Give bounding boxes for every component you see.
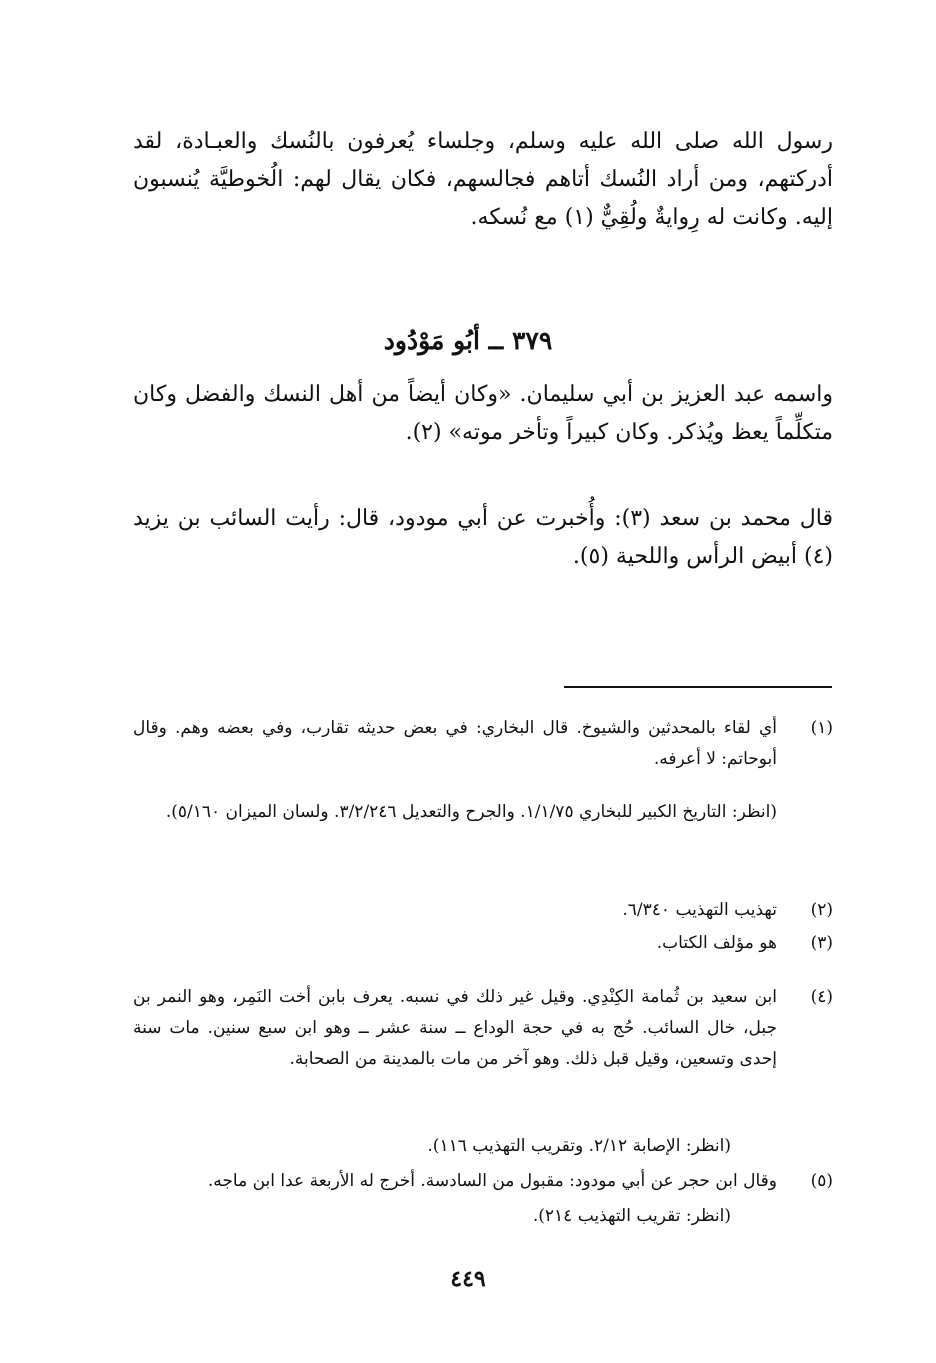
entry-title: ٣٧٩ ــ أبُو مَوْدُود bbox=[383, 326, 553, 355]
page-number: ٤٤٩ bbox=[450, 1266, 486, 1292]
footnote-divider bbox=[564, 686, 832, 688]
footnote-number: (١) bbox=[810, 718, 833, 738]
footnote-text: أي لقاء بالمحدثين والشيوخ. قال البخاري: في بعض حديثه تقارب، وفي بعضه وهم. وقال أبوحاتم: لا أعرفه. bbox=[133, 718, 777, 769]
footnote-text: تهذيب التهذيب ٦/٣٤٠. bbox=[622, 900, 777, 920]
footnote-4 bbox=[133, 982, 833, 1075]
footnote-1 bbox=[133, 713, 833, 775]
footnote-text: وقال ابن حجر عن أبي مودود: مقبول من السادسة. أخرج له الأربعة عدا ابن ماجه. bbox=[207, 1171, 777, 1191]
continuation-paragraph: رسول الله صلى الله عليه وسلم، وجلساء يُعرفون بالنُسك والعبـادة، لقد أدركتهم، ومن أراد النُسك أتاهم فجالسهم، فكان يقال لهم: الُخوطيَّة يُنسبون إليه. وكانت له رِوايةٌ ولُقِيٌّ (١) مع نُسكه. bbox=[133, 129, 833, 230]
footnote-number: (٢) bbox=[810, 900, 833, 920]
footnote-text: هو مؤلف الكتاب. bbox=[656, 933, 777, 953]
footnote-1-reference: (انظر: التاريخ الكبير للبخاري ١/١/٧٥. والجرح والتعديل ٣/٢/٢٤٦. ولسان الميزان ٥/١٦٠). bbox=[165, 802, 777, 822]
footnote-3 bbox=[133, 928, 833, 959]
footnote-number: (٤) bbox=[810, 987, 833, 1007]
footnote-number: (٥) bbox=[810, 1171, 833, 1191]
footnote-5-reference: (انظر: تقريب التهذيب ٢١٤). bbox=[532, 1206, 731, 1226]
footnote-4-reference: (انظر: الإصابة ٢/١٢. وتقريب التهذيب ١١٦). bbox=[427, 1136, 731, 1156]
entry-paragraph-name: واسمه عبد العزيز بن أبي سليمان. «وكان أيضاً من أهل النسك والفضل وكان متكلِّماً يعظ ويُذكر. وكان كبيراً وتأخر موته» (٢). bbox=[133, 382, 833, 445]
entry-paragraph-narration: قال محمد بن سعد (٣): وأُخبرت عن أبي مودود، قال: رأيت السائب بن يزيد (٤) أبيض الرأس واللحية (٥). bbox=[133, 506, 833, 569]
footnote-2 bbox=[133, 895, 833, 926]
footnote-number: (٣) bbox=[810, 933, 833, 953]
footnote-5 bbox=[133, 1166, 833, 1197]
footnote-text: ابن سعيد بن ثُمامة الكِنْدِي. وقيل غير ذلك في نسبه. يعرف بابن أخت النَمِر، وهو النمر بن جبل، خال السائب. حُج به في حجة الوداع ــ سنة عشر ــ وهو ابن سبع سنين. مات سنة إحدى وتسعين، وقيل قبل ذلك. وهو آخر من مات بالمدينة من الصحابة. bbox=[133, 987, 777, 1069]
